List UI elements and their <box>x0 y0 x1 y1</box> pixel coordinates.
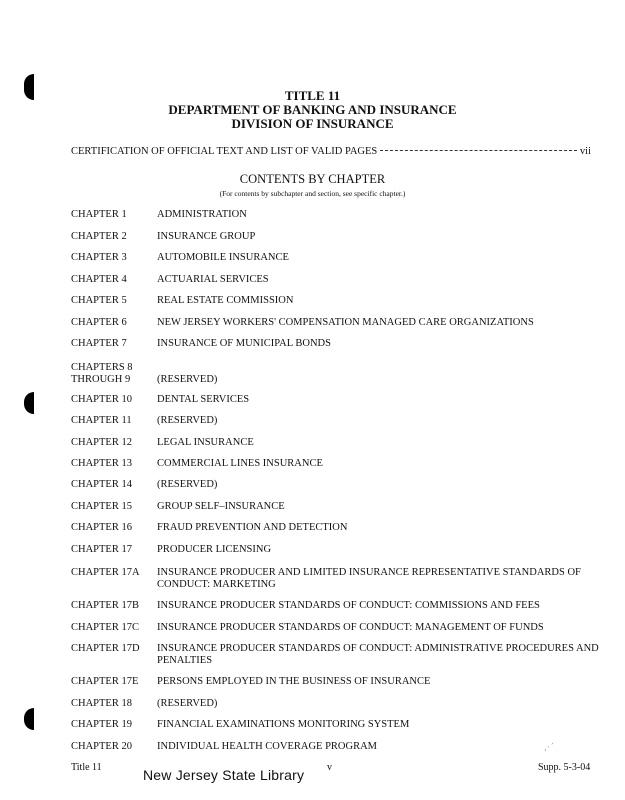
chapter-title: COMMERCIAL LINES INSURANCE <box>157 458 323 469</box>
chapter-row <box>71 600 601 612</box>
chapter-number <box>71 362 157 386</box>
scan-mark: ,·´ <box>544 743 555 753</box>
chapter-title: NEW JERSEY WORKERS' COMPENSATION MANAGED CARE ORGANIZATIONS <box>157 317 534 328</box>
chapter-number-line: CHAPTER 5 <box>71 295 127 306</box>
chapter-title: INSURANCE PRODUCER AND LIMITED INSURANCE REPRESENTATIVE STANDARDS OF CONDUCT: MARKETING <box>157 567 581 590</box>
title-heading: TITLE 11 <box>284 88 341 103</box>
chapter-number-line: CHAPTER 13 <box>71 458 132 469</box>
chapter-number-line: CHAPTER 6 <box>71 317 127 328</box>
chapter-number-line: CHAPTER 17A <box>71 567 140 578</box>
chapter-number <box>71 415 157 427</box>
chapter-title: (RESERVED) <box>157 374 218 385</box>
chapter-number <box>71 622 157 634</box>
chapter-number-line: CHAPTER 3 <box>71 252 127 263</box>
chapter-title: AUTOMOBILE INSURANCE <box>157 252 289 263</box>
chapter-row <box>71 458 601 470</box>
chapter-row <box>71 501 601 513</box>
chapter-number-line: CHAPTER 4 <box>71 274 127 285</box>
chapter-number-line: CHAPTER 16 <box>71 522 132 533</box>
chapter-row <box>71 415 601 427</box>
chapter-row <box>71 295 601 307</box>
chapter-row <box>71 231 601 243</box>
chapter-number-line: CHAPTERS 8 <box>71 362 133 373</box>
chapter-number-line: CHAPTER 17C <box>71 622 139 633</box>
chapter-number <box>71 458 157 470</box>
certification-page: vii <box>579 146 591 157</box>
library-stamp: New Jersey State Library <box>143 767 305 783</box>
certification-line <box>71 146 591 157</box>
chapter-number <box>71 394 157 406</box>
chapter-title: (RESERVED) <box>157 479 218 490</box>
chapter-row <box>71 676 601 688</box>
chapter-title: INSURANCE OF MUNICIPAL BONDS <box>157 338 331 349</box>
chapter-number-line: CHAPTER 17B <box>71 600 139 611</box>
chapter-title: INSURANCE PRODUCER STANDARDS OF CONDUCT: MANAGEMENT OF FUNDS <box>157 622 544 633</box>
chapter-row <box>71 338 601 350</box>
chapter-number <box>71 698 157 710</box>
chapter-title: INSURANCE GROUP <box>157 231 256 242</box>
chapter-title: ACTUARIAL SERVICES <box>157 274 269 285</box>
chapter-number-line: CHAPTER 7 <box>71 338 127 349</box>
chapter-number <box>71 501 157 513</box>
chapter-number <box>71 252 157 264</box>
chapter-number <box>71 741 157 753</box>
chapter-row <box>71 437 601 449</box>
chapter-title: DENTAL SERVICES <box>157 394 250 405</box>
chapter-number-line: CHAPTER 17E <box>71 676 139 687</box>
chapter-title: LEGAL INSURANCE <box>157 437 254 448</box>
chapter-number-line: CHAPTER 19 <box>71 719 132 730</box>
chapter-number-line: CHAPTER 2 <box>71 231 127 242</box>
hole-punch-mark <box>24 392 34 414</box>
chapter-number <box>71 231 157 243</box>
division-heading: DIVISION OF INSURANCE <box>231 116 394 131</box>
footer-page-number: v <box>327 762 332 773</box>
chapter-number <box>71 274 157 286</box>
chapter-row <box>71 544 601 556</box>
chapter-row <box>71 622 601 634</box>
chapter-title: PERSONS EMPLOYED IN THE BUSINESS OF INSURANCE <box>157 676 431 687</box>
chapter-row <box>71 567 601 591</box>
chapter-number <box>71 209 157 221</box>
chapter-number <box>71 522 157 534</box>
chapter-number <box>71 600 157 612</box>
chapter-number-line: CHAPTER 12 <box>71 437 132 448</box>
chapter-row <box>71 698 601 710</box>
chapter-number-line: CHAPTER 17D <box>71 643 140 654</box>
chapter-number-line: CHAPTER 18 <box>71 698 132 709</box>
chapter-title: INSURANCE PRODUCER STANDARDS OF CONDUCT: COMMISSIONS AND FEES <box>157 600 540 611</box>
chapter-number-line: CHAPTER 11 <box>71 415 132 426</box>
document-header <box>0 89 625 131</box>
chapter-number-line: THROUGH 9 <box>71 374 131 385</box>
chapter-title: INSURANCE PRODUCER STANDARDS OF CONDUCT: ADMINISTRATIVE PROCEDURES AND PENALTIES <box>157 643 599 666</box>
contents-heading: CONTENTS BY CHAPTER <box>239 172 386 186</box>
footer-title: Title 11 <box>71 762 102 773</box>
chapter-title: REAL ESTATE COMMISSION <box>157 295 294 306</box>
chapter-row <box>71 741 601 753</box>
chapter-number <box>71 437 157 449</box>
chapter-title: GROUP SELF–INSURANCE <box>157 501 285 512</box>
chapter-number <box>71 643 157 667</box>
chapter-number-line: CHAPTER 17 <box>71 544 132 555</box>
chapter-title: (RESERVED) <box>157 698 218 709</box>
chapter-row <box>71 643 601 667</box>
chapter-number-line: CHAPTER 15 <box>71 501 132 512</box>
certification-label: CERTIFICATION OF OFFICIAL TEXT AND LIST OF VALID PAGES <box>71 146 378 157</box>
chapter-row <box>71 522 601 534</box>
chapter-title: FINANCIAL EXAMINATIONS MONITORING SYSTEM <box>157 719 410 730</box>
chapter-number <box>71 676 157 688</box>
chapter-number-line: CHAPTER 1 <box>71 209 127 220</box>
chapter-number <box>71 317 157 329</box>
chapter-title: ADMINISTRATION <box>157 209 247 220</box>
chapter-number-line: CHAPTER 14 <box>71 479 132 490</box>
chapter-number <box>71 338 157 350</box>
chapter-number <box>71 544 157 556</box>
chapter-number <box>71 479 157 491</box>
chapter-title: (RESERVED) <box>157 415 218 426</box>
chapter-row <box>71 317 601 329</box>
hole-punch-mark <box>24 708 34 730</box>
dot-leader <box>380 150 577 151</box>
chapter-row <box>71 394 601 406</box>
chapter-row <box>71 719 601 731</box>
department-heading: DEPARTMENT OF BANKING AND INSURANCE <box>168 102 457 117</box>
footer-supplement-date: Supp. 5-3-04 <box>538 762 591 773</box>
chapter-row <box>71 252 601 264</box>
chapter-number <box>71 567 157 591</box>
chapter-title: FRAUD PREVENTION AND DETECTION <box>157 522 348 533</box>
chapter-number <box>71 295 157 307</box>
chapter-row <box>71 274 601 286</box>
chapter-number-line: CHAPTER 20 <box>71 741 132 752</box>
chapter-number <box>71 719 157 731</box>
chapter-row <box>71 479 601 491</box>
chapter-title: INDIVIDUAL HEALTH COVERAGE PROGRAM <box>157 741 378 752</box>
chapter-number-line: CHAPTER 10 <box>71 394 132 405</box>
contents-note: (For contents by subchapter and section, see specific chapter.) <box>219 189 406 198</box>
chapter-row <box>71 362 601 386</box>
chapter-row <box>71 209 601 221</box>
chapter-title: PRODUCER LICENSING <box>157 544 272 555</box>
